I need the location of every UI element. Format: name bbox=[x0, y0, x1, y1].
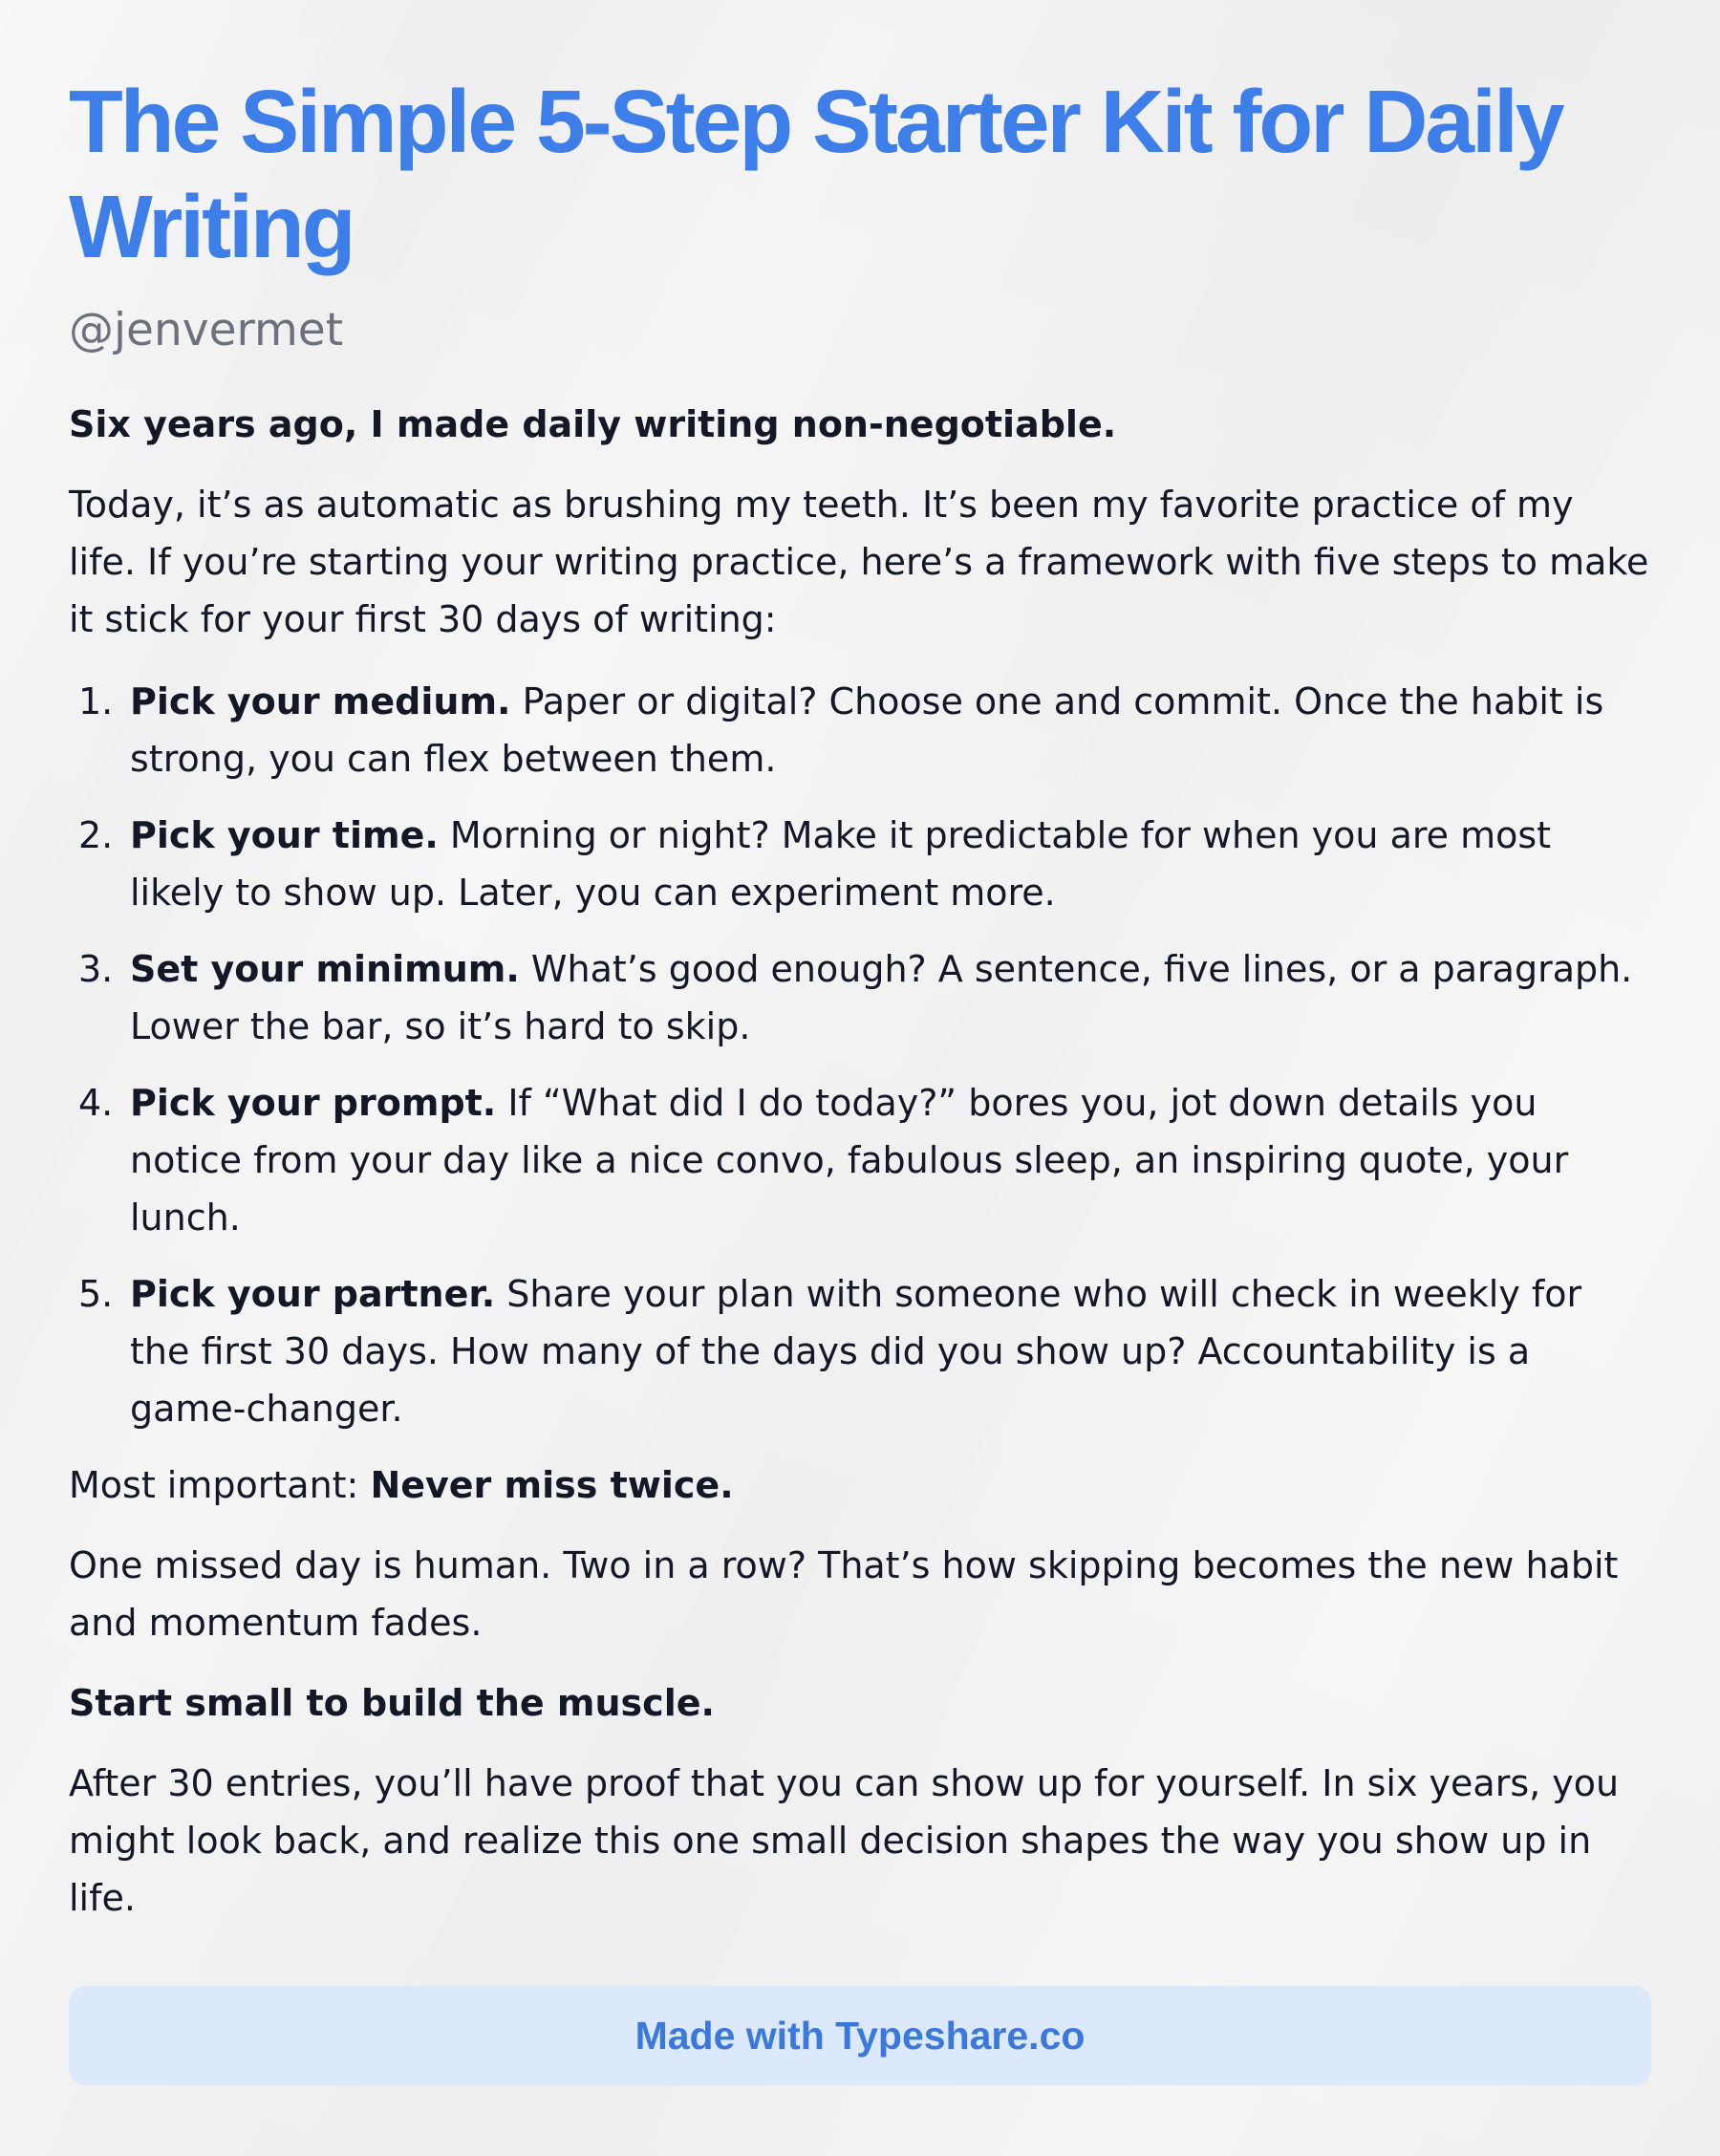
step-number: 2. bbox=[78, 814, 114, 856]
step-text: If “What did I do today?” bores you, jot down details you notice from your day like a nice convo, fabulous sleep, an inspiring quote, your lunch. bbox=[130, 1082, 1569, 1239]
author-handle: @jenvermet bbox=[69, 304, 344, 356]
most-important-prefix: Most important: bbox=[69, 1464, 371, 1506]
step-text: Share your plan with someone who will check in weekly for the first 30 days. How many of the days did you show up? Accountability is a game-changer. bbox=[130, 1273, 1582, 1430]
made-with-label: Made with Typeshare.co bbox=[634, 2013, 1086, 2058]
steps-list bbox=[69, 673, 1651, 1437]
missed-paragraph: One missed day is human. Two in a row? That’s how skipping becomes the new habit and momentum fades. bbox=[69, 1544, 1619, 1644]
list-item bbox=[69, 1265, 1651, 1437]
start-small-line: Start small to build the muscle. bbox=[69, 1682, 715, 1724]
closing-paragraph: After 30 entries, you’ll have proof that you can show up for yourself. In six years, you might look back, and realize this one small decision shapes the way you show up in life. bbox=[69, 1762, 1620, 1919]
post-body bbox=[69, 396, 1651, 1927]
step-heading: Pick your medium. bbox=[130, 680, 511, 722]
step-heading: Set your minimum. bbox=[130, 948, 520, 990]
made-with-banner[interactable] bbox=[69, 1986, 1651, 2085]
step-number: 1. bbox=[78, 680, 114, 722]
step-text: Paper or digital? Choose one and commit. Once the habit is strong, you can flex between them. bbox=[130, 680, 1604, 780]
step-number: 3. bbox=[78, 948, 114, 990]
most-important-emphasis: Never miss twice. bbox=[370, 1464, 734, 1506]
post-card bbox=[69, 69, 1651, 1927]
step-text: What’s good enough? A sentence, five lines, or a paragraph. Lower the bar, so it’s hard to skip. bbox=[130, 948, 1633, 1047]
most-important-line bbox=[69, 1456, 1651, 1514]
intro-paragraph: Today, it’s as automatic as brushing my teeth. It’s been my favorite practice of my life. If you’re starting your writing practice, here’s a framework with five steps to make it stick for your first 30 days of writing: bbox=[69, 484, 1649, 640]
step-text: Morning or night? Make it predictable for when you are most likely to show up. Later, you can experiment more. bbox=[130, 814, 1552, 914]
page-title: The Simple 5-Step Starter Kit for Daily Writing bbox=[69, 72, 1562, 276]
step-heading: Pick your prompt. bbox=[130, 1082, 497, 1124]
step-heading: Pick your time. bbox=[130, 814, 439, 856]
step-number: 4. bbox=[78, 1082, 114, 1124]
list-item bbox=[69, 1074, 1651, 1246]
lead-sentence: Six years ago, I made daily writing non-negotiable. bbox=[69, 403, 1117, 445]
list-item bbox=[69, 673, 1651, 787]
list-item bbox=[69, 940, 1651, 1055]
step-number: 5. bbox=[78, 1273, 114, 1315]
list-item bbox=[69, 807, 1651, 921]
step-heading: Pick your partner. bbox=[130, 1273, 496, 1315]
